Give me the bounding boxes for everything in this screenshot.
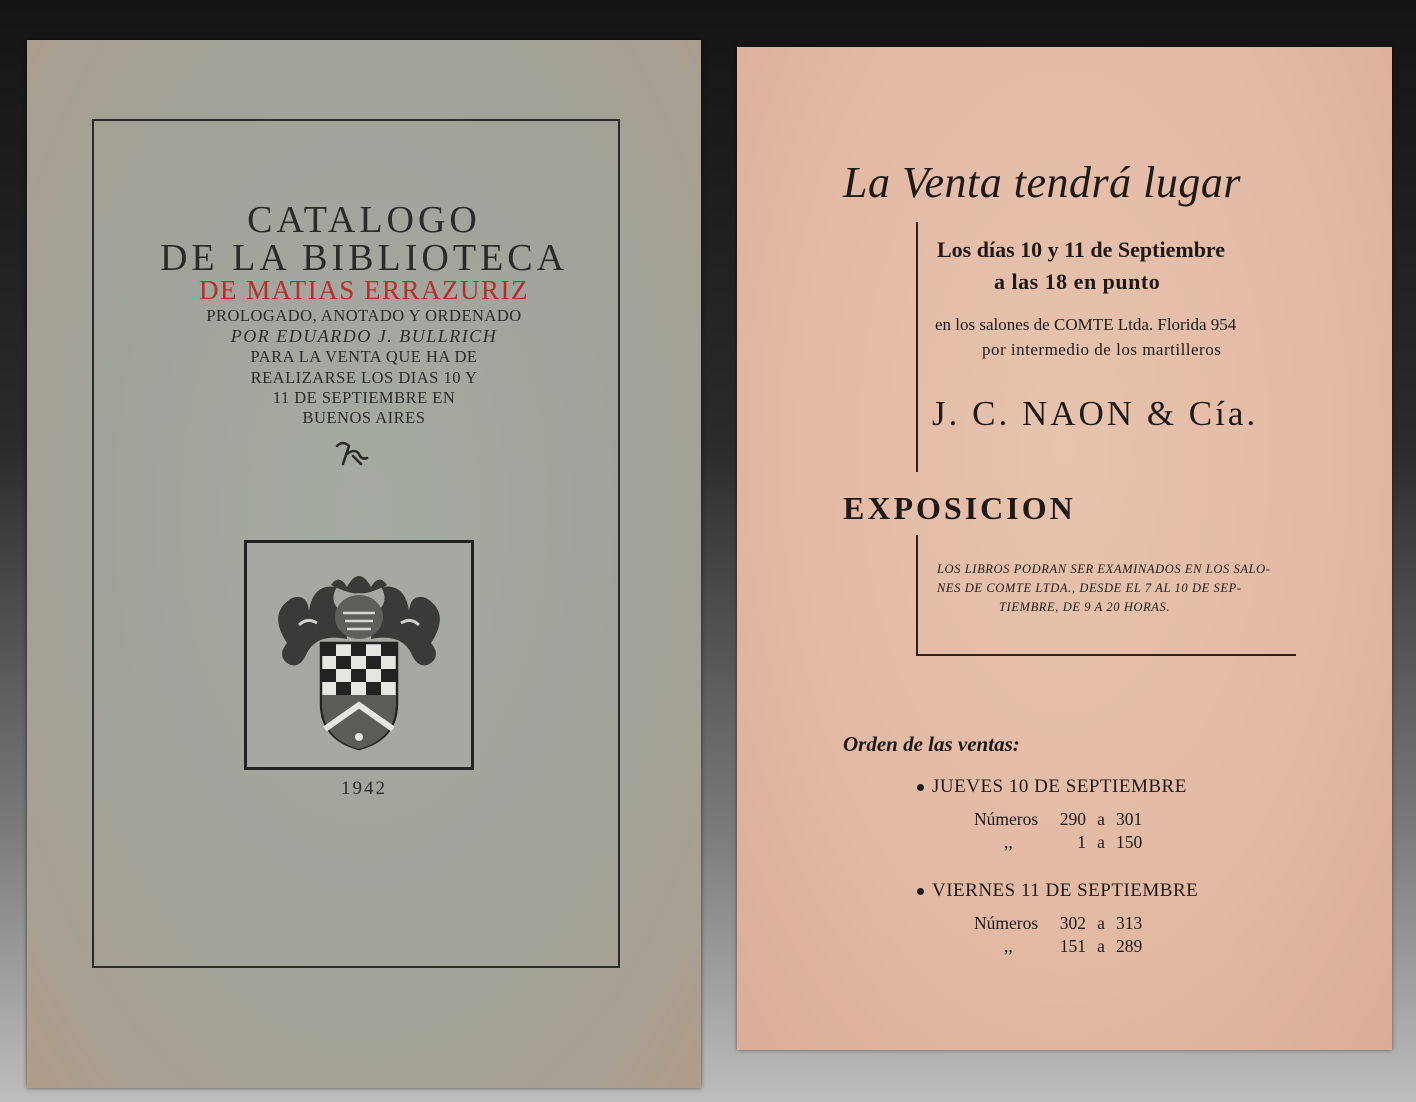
cover-title-line-1: CATALOGO: [247, 199, 481, 241]
row-label: ,,: [1004, 936, 1013, 956]
sale-row: [974, 936, 1152, 957]
auctioneer-name: J. C. NAON & Cía.: [932, 394, 1259, 433]
sale-day-1: [917, 776, 1187, 798]
exhibition-title: EXPOSICION: [843, 490, 1076, 526]
row-to: 289: [1116, 936, 1143, 956]
row-to-word: a: [1097, 832, 1105, 852]
cover-title-line-3: DE MATIAS ERRAZURIZ: [199, 275, 529, 305]
row-to: 150: [1116, 832, 1143, 852]
cover-subtitle-line-5: 11 DE SEPTIEMBRE EN: [272, 388, 456, 407]
sale-day-2: [917, 880, 1198, 902]
sale-order-title: Orden de las ventas:: [843, 732, 1020, 756]
row-to: 313: [1116, 913, 1143, 933]
row-to-word: a: [1097, 936, 1105, 956]
row-label: Números: [974, 913, 1039, 933]
cover-subtitle-line-3: PARA LA VENTA QUE HA DE: [250, 347, 478, 366]
catalogue-cover: [27, 40, 701, 1088]
cover-subtitle-line-4: REALIZARSE LOS DIAS 10 Y: [250, 368, 478, 387]
leaflet-heading: La Venta tendrá lugar: [843, 158, 1241, 207]
exhibition-text-line-1: LOS LIBROS PODRAN SER EXAMINADOS EN LOS SALO-: [937, 562, 1271, 576]
row-to: 301: [1116, 809, 1143, 829]
coat-of-arms-icon: [247, 543, 471, 767]
row-to-word: a: [1097, 913, 1105, 933]
cover-subtitle-line-1: PROLOGADO, ANOTADO Y ORDENADO: [206, 306, 522, 325]
cover-year: 1942: [341, 778, 387, 799]
exhibition-text-line-3: TIEMBRE, DE 9 A 20 HORAS.: [999, 600, 1171, 614]
sale-row: [974, 913, 1152, 934]
sale-time: a las 18 en punto: [994, 269, 1161, 294]
sale-leaflet: [737, 47, 1392, 1050]
row-from: 302: [1059, 913, 1086, 933]
sale-day-1-label: JUEVES 10 DE SEPTIEMBRE: [932, 776, 1187, 797]
bullet-icon: [917, 784, 924, 791]
row-from: 290: [1059, 809, 1086, 829]
vertical-rule-top: [916, 222, 918, 472]
sale-venue-line-2: por intermedio de los martilleros: [982, 340, 1222, 359]
cover-subtitle-line-6: BUENOS AIRES: [302, 408, 426, 427]
sale-row: [974, 832, 1152, 853]
cover-subtitle-line-2: POR EDUARDO J. BULLRICH: [230, 326, 498, 346]
coat-of-arms-frame: [244, 540, 474, 770]
publisher-monogram-icon: [333, 438, 373, 468]
sale-venue-line-1: en los salones de COMTE Ltda. Florida 954: [935, 315, 1237, 334]
exhibition-text-line-2: NES DE COMTE LTDA., DESDE EL 7 AL 10 DE SEP-: [937, 581, 1242, 595]
vertical-rule-bottom: [916, 535, 918, 655]
horizontal-rule: [916, 654, 1296, 656]
sale-day-2-label: VIERNES 11 DE SEPTIEMBRE: [932, 880, 1199, 901]
row-from: 151: [1059, 936, 1086, 956]
sale-row: [974, 809, 1152, 830]
row-from: 1: [1077, 832, 1086, 852]
cover-title-line-2: DE LA BIBLIOTECA: [159, 237, 569, 279]
row-label: Números: [974, 809, 1039, 829]
row-label: ,,: [1004, 832, 1013, 852]
row-to-word: a: [1097, 809, 1105, 829]
sale-dates: Los días 10 y 11 de Septiembre: [937, 237, 1226, 262]
bullet-icon: [917, 888, 924, 895]
